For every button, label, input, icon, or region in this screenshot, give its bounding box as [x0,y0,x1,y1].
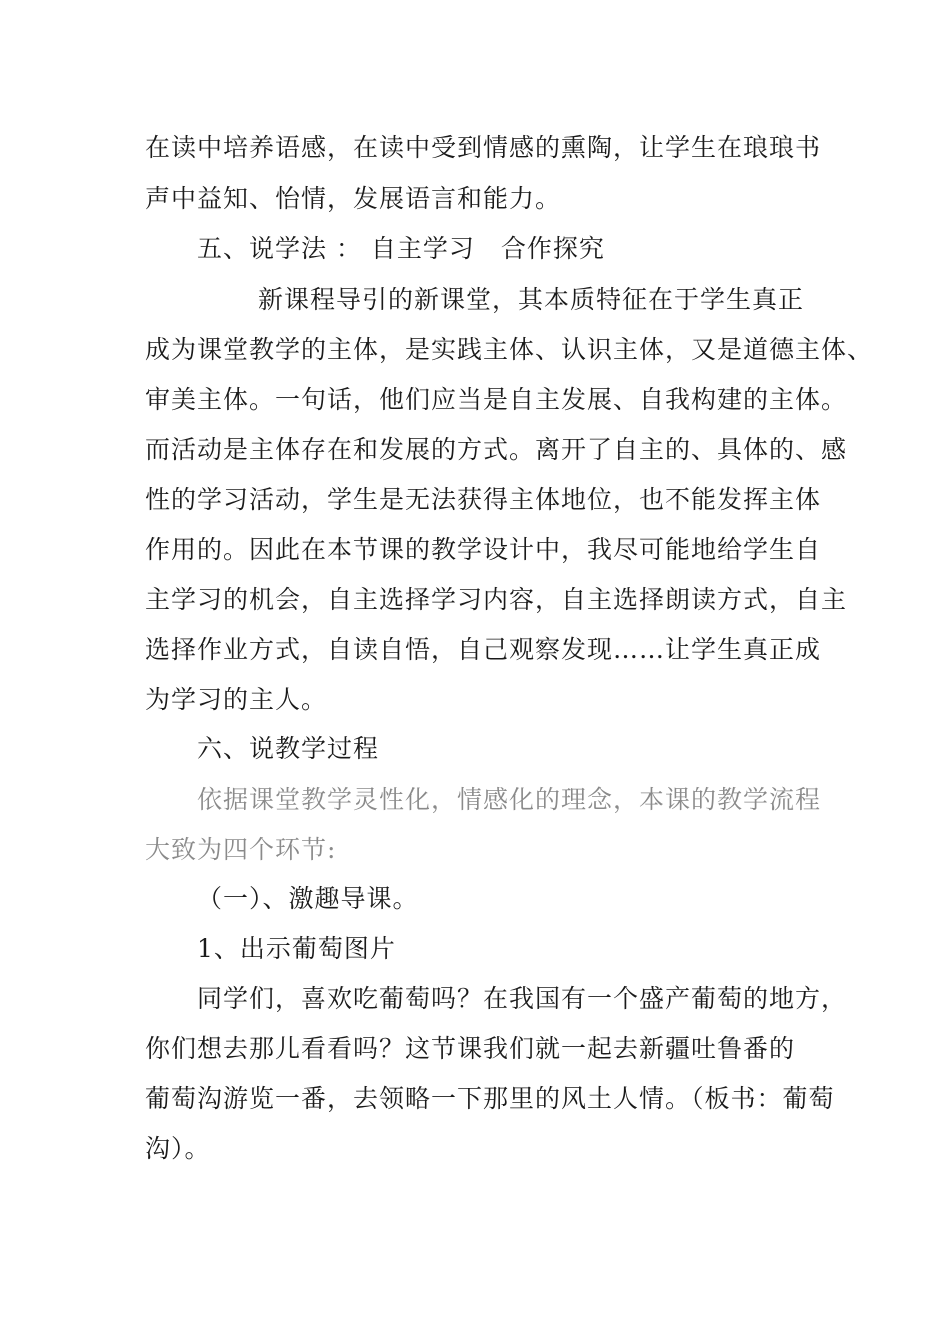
paragraph-line: 作用的。因此在本节课的教学设计中，我尽可能地给学生自 [145,535,822,564]
paragraph-line: 新课程导引的新课堂，其本质特征在于学生真正 [258,285,805,314]
paragraph-line: 成为课堂教学的主体，是实践主体、认识主体，又是道德主体、 [145,335,874,364]
paragraph-line: 审美主体。一句话，他们应当是自主发展、自我构建的主体。 [145,385,848,414]
paragraph-line: 沟）。 [145,1134,211,1163]
paragraph-line: 而活动是主体存在和发展的方式。离开了自主的、具体的、感 [145,435,848,464]
paragraph-line: 大致为四个环节: [145,835,337,864]
subsection-heading: （一）、激趣导课。 [197,884,419,913]
paragraph-line: 主学习的机会，自主选择学习内容，自主选择朗读方式，自主 [145,585,848,614]
paragraph-line: 在读中培养语感，在读中受到情感的熏陶，让学生在琅琅书 [145,133,822,162]
paragraph-line: 依据课堂教学灵性化，情感化的理念，本课的教学流程 [197,785,822,814]
paragraph-line: 声中益知、怡情，发展语言和能力。 [145,184,562,213]
paragraph-line: 同学们，喜欢吃葡萄吗？在我国有一个盛产葡萄的地方， [197,984,848,1013]
paragraph-line: 葡萄沟游览一番，去领略一下那里的风土人情。（板书：葡萄 [145,1084,835,1113]
paragraph-line: 性的学习活动，学生是无法获得主体地位，也不能发挥主体 [145,485,822,514]
paragraph-line: 你们想去那儿看看吗？这节课我们就一起去新疆吐鲁番的 [145,1034,796,1063]
section-heading-study-method: 五、说学法 ： 自主学习 合作探究 [197,234,605,263]
list-item-heading: 1、出示葡萄图片 [197,934,396,963]
paragraph-line: 为学习的主人。 [145,685,328,714]
paragraph-line: 选择作业方式，自读自悟，自己观察发现……让学生真正成 [145,635,822,664]
section-heading-teaching-process: 六、说教学过程 [197,734,380,763]
